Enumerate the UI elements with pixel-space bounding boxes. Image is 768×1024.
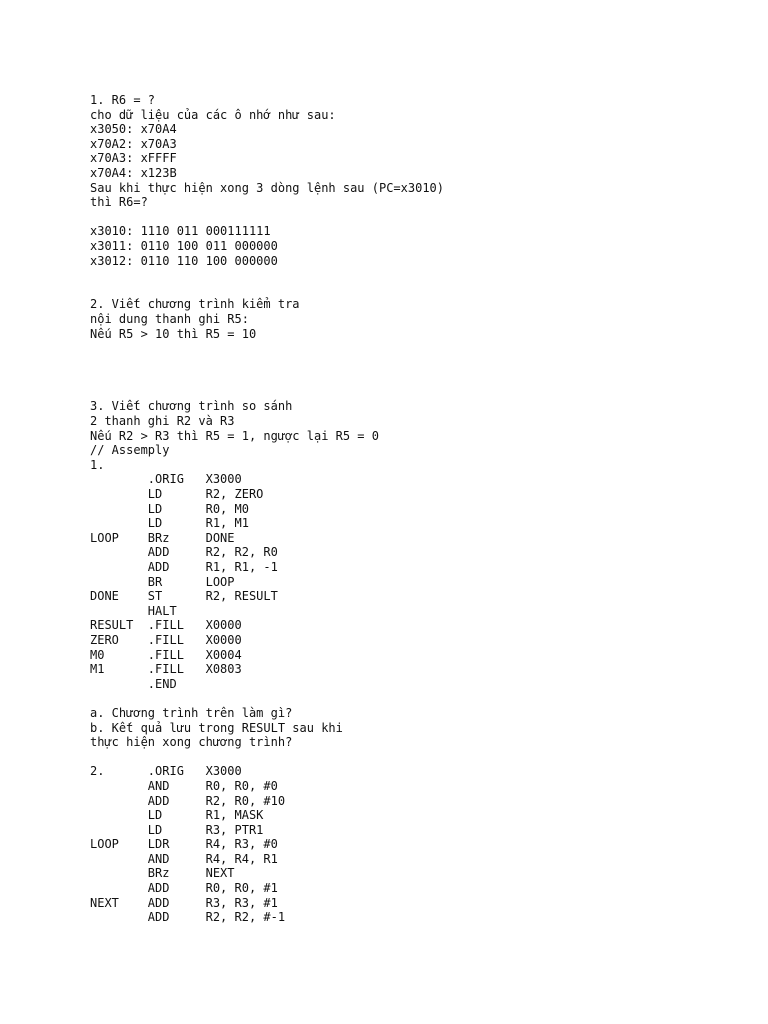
- text-line: LD R0, M0: [90, 501, 249, 516]
- text-line: Nếu R2 > R3 thì R5 = 1, ngược lại R5 = 0: [90, 428, 379, 443]
- text-line: 2. Viết chương trình kiểm tra: [90, 297, 300, 312]
- text-line: NEXT ADD R3, R3, #1: [90, 895, 278, 910]
- text-line: RESULT .FILL X0000: [90, 618, 242, 633]
- text-line: 3. Viết chương trình so sánh: [90, 399, 293, 414]
- text-line: AND R4, R4, R1: [90, 851, 278, 866]
- text-line: // Assemply: [90, 443, 170, 458]
- text-line: nội dung thanh ghi R5:: [90, 311, 249, 326]
- text-line: .END: [90, 676, 177, 691]
- text-line: BR LOOP: [90, 574, 235, 589]
- text-line: LD R1, MASK: [90, 808, 264, 823]
- text-line: x3010: 1110 011 000111111: [90, 224, 271, 239]
- document-body: [90, 93, 730, 925]
- text-line: LD R1, M1: [90, 516, 249, 531]
- text-line: LOOP LDR R4, R3, #0: [90, 837, 278, 852]
- text-line: HALT: [90, 603, 177, 618]
- text-line: AND R0, R0, #0: [90, 778, 278, 793]
- text-line: b. Kết quả lưu trong RESULT sau khi: [90, 720, 343, 735]
- text-line: x3050: x70A4: [90, 122, 177, 137]
- text-line: thì R6=?: [90, 195, 148, 210]
- text-line: [90, 268, 730, 283]
- text-line: ADD R0, R0, #1: [90, 881, 278, 896]
- text-line: [90, 356, 730, 371]
- text-line: thực hiện xong chương trình?: [90, 735, 293, 750]
- text-line: [90, 210, 730, 225]
- text-line: a. Chương trình trên làm gì?: [90, 705, 293, 720]
- text-line: .ORIG X3000: [90, 472, 242, 487]
- text-line: ADD R2, R2, R0: [90, 545, 278, 560]
- text-line: ZERO .FILL X0000: [90, 632, 242, 647]
- text-line: M0 .FILL X0004: [90, 647, 242, 662]
- text-line: 1. R6 = ?: [90, 93, 156, 107]
- text-line: cho dữ liệu của các ô nhớ như sau:: [90, 107, 336, 122]
- text-line: [90, 385, 730, 400]
- text-line: M1 .FILL X0803: [90, 662, 242, 677]
- text-line: x70A2: x70A3: [90, 136, 177, 151]
- text-line: DONE ST R2, RESULT: [90, 589, 278, 604]
- text-line: x70A4: x123B: [90, 165, 177, 180]
- text-line: ADD R1, R1, -1: [90, 560, 278, 574]
- text-line: x3012: 0110 110 100 000000: [90, 253, 278, 268]
- text-line: [90, 341, 730, 356]
- text-line: x3011: 0110 100 011 000000: [90, 238, 278, 253]
- text-line: ADD R2, R0, #10: [90, 793, 286, 808]
- text-line: 2. .ORIG X3000: [90, 764, 242, 779]
- text-line: BRz NEXT: [90, 866, 235, 881]
- text-line: ADD R2, R2, #-1: [90, 910, 286, 925]
- text-line: [90, 370, 730, 385]
- text-line: [90, 283, 730, 298]
- text-line: LD R3, PTR1: [90, 822, 264, 837]
- text-line: 1.: [90, 457, 105, 472]
- text-line: Nếu R5 > 10 thì R5 = 10: [90, 326, 257, 341]
- text-line: [90, 691, 730, 706]
- text-line: [90, 750, 730, 765]
- text-line: LOOP BRz DONE: [90, 530, 235, 545]
- text-line: Sau khi thực hiện xong 3 dòng lệnh sau (PC=x3010): [90, 180, 445, 195]
- text-line: 2 thanh ghi R2 và R3: [90, 414, 235, 429]
- text-line: LD R2, ZERO: [90, 487, 264, 502]
- text-line: x70A3: xFFFF: [90, 151, 177, 166]
